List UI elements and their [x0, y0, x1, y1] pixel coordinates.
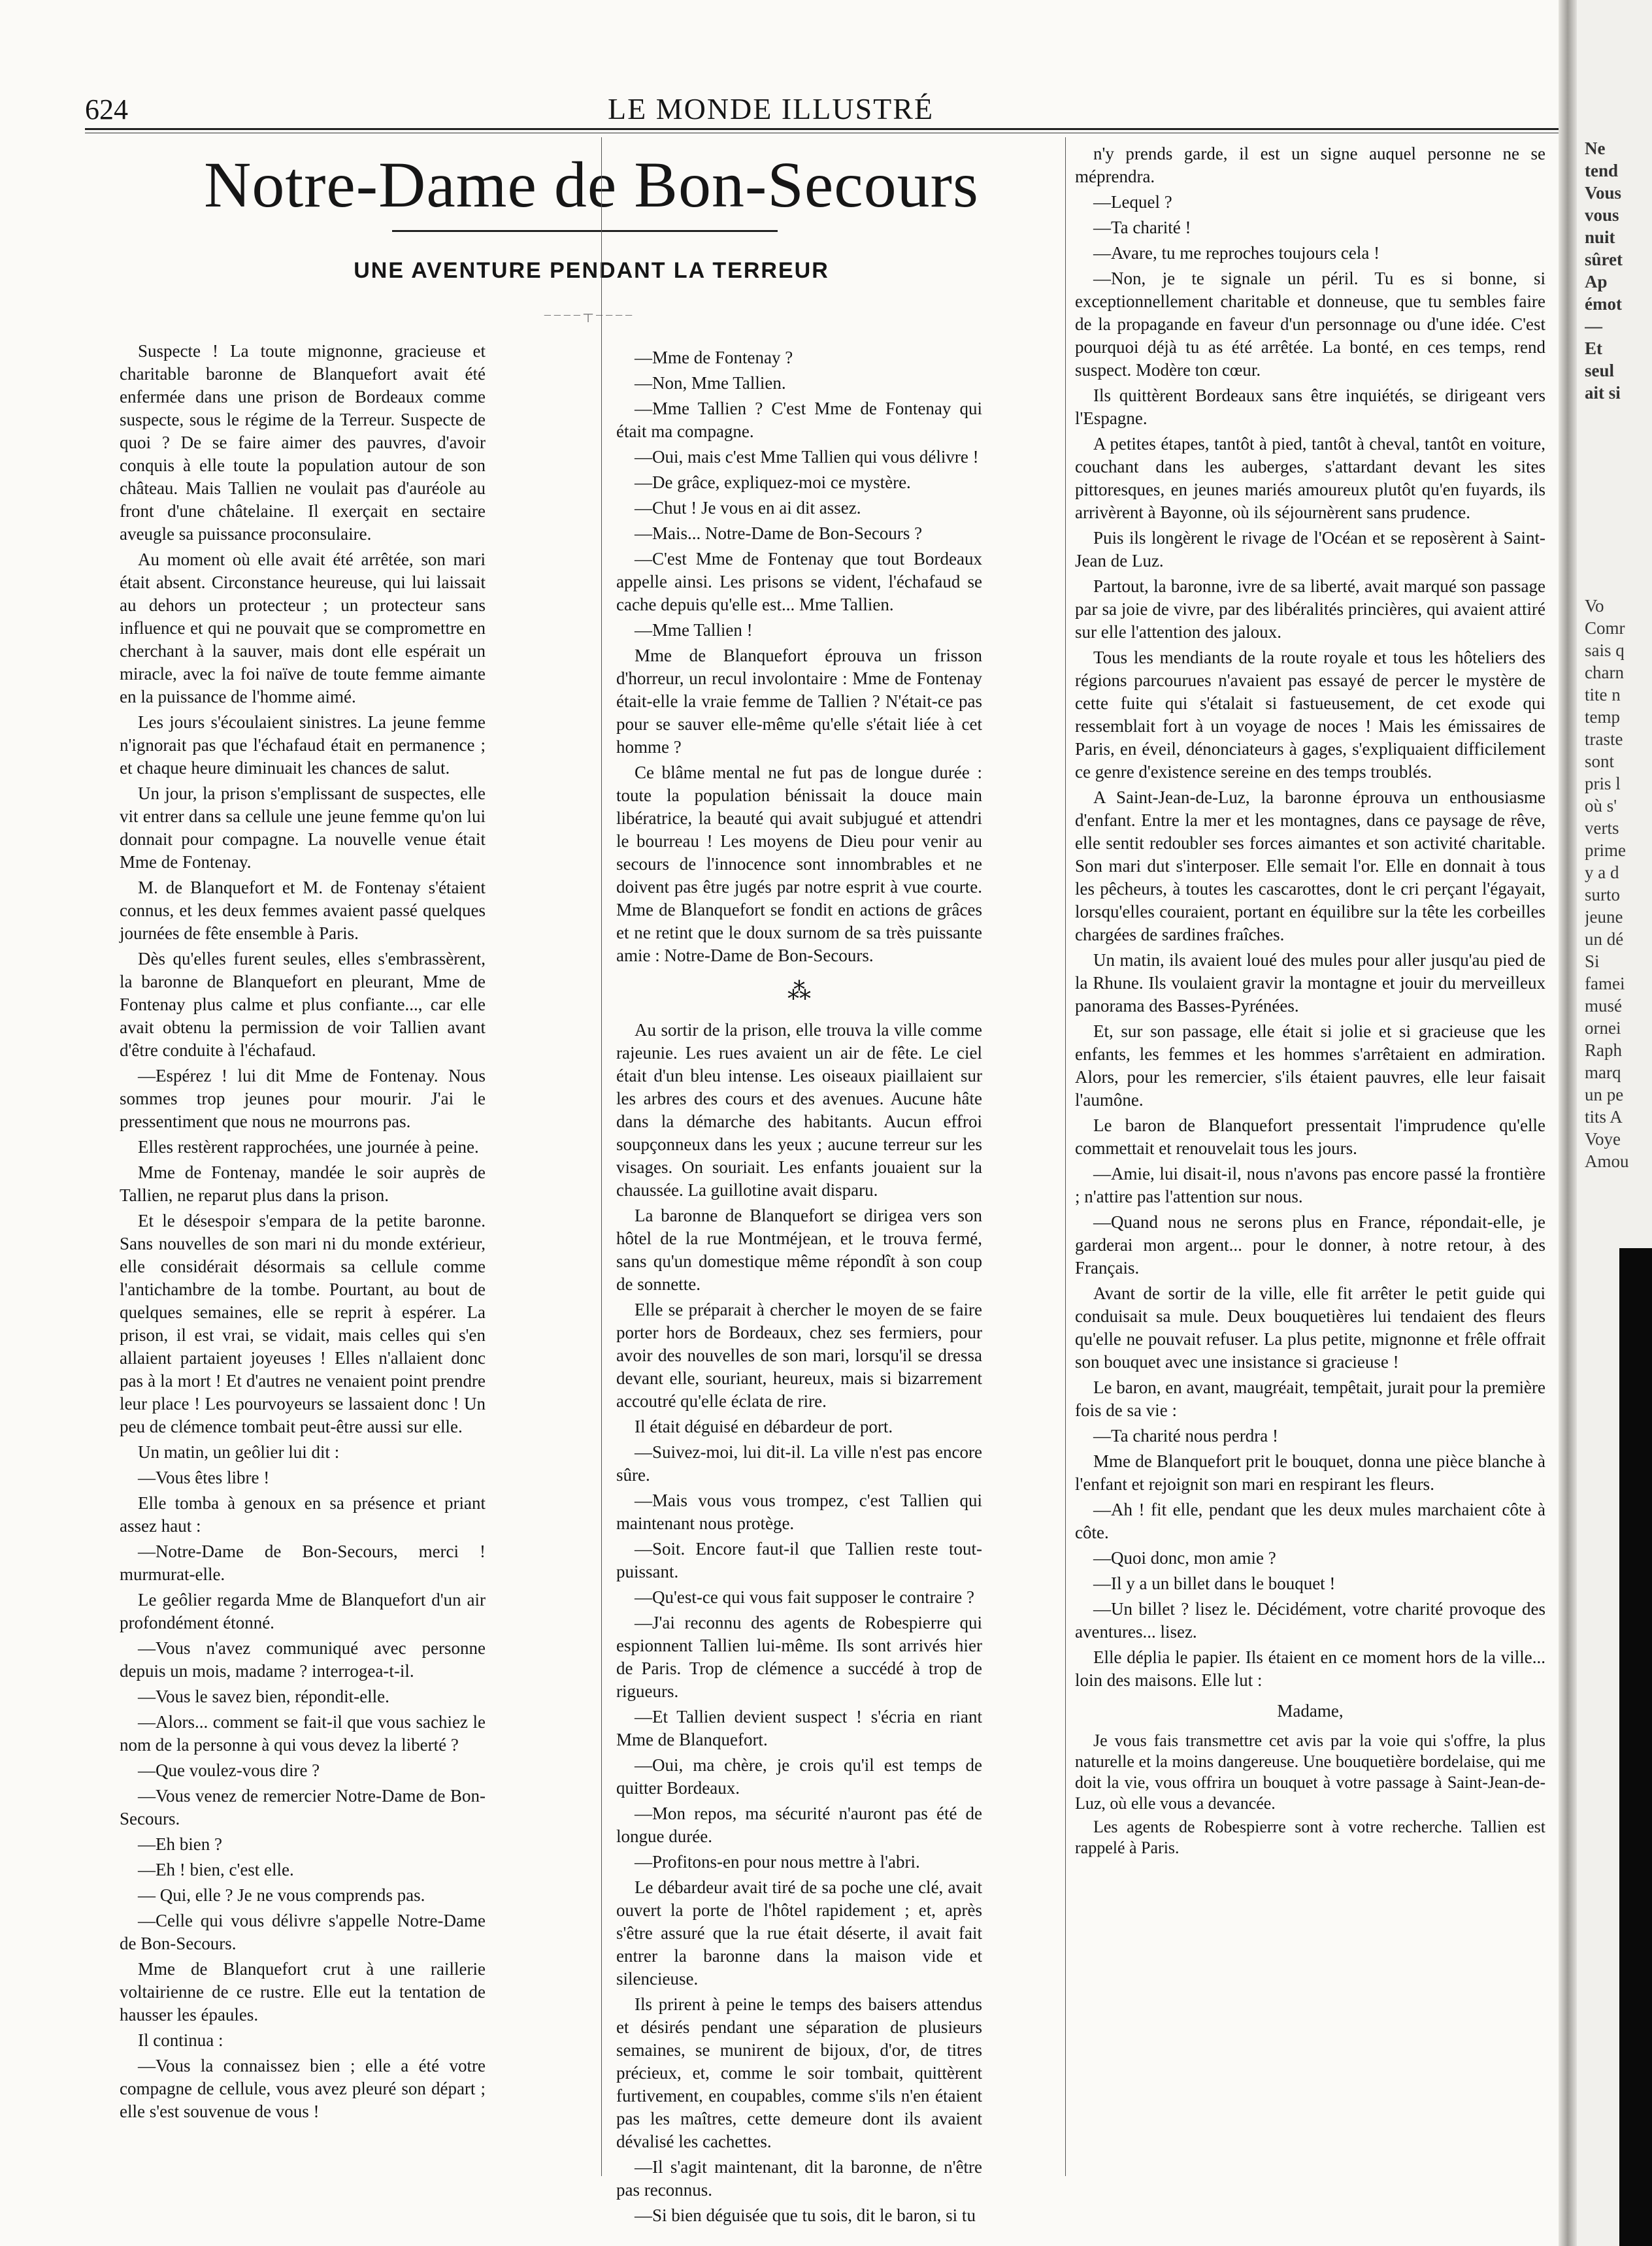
adjacent-page-black-block	[1619, 1248, 1652, 2246]
fragment-line: émot	[1585, 294, 1622, 314]
fragment-line: verts	[1585, 818, 1619, 838]
paragraph: — Qui, elle ? Je ne vous comprends pas.	[138, 1885, 425, 1905]
paragraph: —Il y a un billet dans le bouquet !	[1093, 1574, 1336, 1593]
paragraph: —Espérez ! lui dit Mme de Fontenay. Nous sommes trop jeunes pour mourir. J'ai le pressentiment que nous ne mourrons pas.	[120, 1066, 486, 1131]
paragraph: —Alors... comment se fait-il que vous sachiez le nom de la personne à qui vous devez la liberté ?	[120, 1712, 486, 1755]
paragraph: —Soit. Encore faut-il que Tallien reste tout-puissant.	[616, 1539, 982, 1581]
fragment-line: sont	[1585, 751, 1615, 771]
paragraph: Avant de sortir de la ville, elle fit arrêter le petit guide qui conduisait sa mule. Deux bouquetières lui tendaient des fleurs qu'elle ne pouvait refuser. La plus petite, mignonne et frêle offrait son bouquet avec une insistance si gracieuse !	[1075, 1283, 1545, 1372]
paragraph: Un matin, un geôlier lui dit :	[138, 1442, 340, 1462]
paragraph: —Ah ! fit elle, pendant que les deux mules marchaient côte à côte.	[1075, 1500, 1545, 1542]
paragraph: —Suivez-moi, lui dit-il. La ville n'est pas encore sûre.	[616, 1442, 982, 1485]
paragraph: —Un billet ? lisez le. Décidément, votre charité provoque des aventures... lisez.	[1075, 1599, 1545, 1642]
paragraph: —Mais... Notre-Dame de Bon-Secours ?	[635, 523, 923, 543]
fragment-line: nuit	[1585, 227, 1615, 247]
column-2	[616, 346, 982, 2230]
article-subtitle: UNE AVENTURE PENDANT LA TERREUR	[354, 258, 829, 283]
letter-paragraph: Les agents de Robespierre sont à votre recherche. Tallien est rappelé à Paris.	[1075, 1817, 1545, 1857]
paragraph: A Saint-Jean-de-Luz, la baronne éprouva un enthousiasme d'enfant. Entre la mer et les montagnes, dans ce paysage de rêve, elle sentit redoubler ses forces aimantes et son activité charitable. Son mari dut s'interposer. Elle semait l'or. Elle en donnait à tous les pêcheurs, à toutes les cascarottes, dont le cri perçant l'égayait, lorsqu'elles couraient, portant en équilibre sur la tête les corbeilles chargées de sardines fraîches.	[1075, 787, 1545, 944]
fragment-line: un dé	[1585, 929, 1624, 949]
paragraph: Ils quittèrent Bordeaux sans être inquiétés, se dirigeant vers l'Espagne.	[1075, 386, 1545, 428]
fragment-line: surto	[1585, 885, 1620, 904]
paragraph: Mme de Blanquefort prit le bouquet, donna une pièce blanche à l'enfant et rejoignit son mari en respirant les fleurs.	[1075, 1451, 1545, 1494]
paragraph: Suspecte ! La toute mignonne, gracieuse et charitable baronne de Blanquefort avait été enfermée dans une prison de Bordeaux comme suspecte, sous le régime de la Terreur. Suspecte de quoi ? De se faire aimer des pauvres, d'avoir conquis à elle toute la population autour de son château. Mais Tallien ne voulait pas d'auréole au front d'une châtelaine. Il exerçait en sectaire aveugle sa puissance proconsulaire.	[120, 341, 486, 544]
paragraph: —Eh ! bien, c'est elle.	[138, 1860, 294, 1879]
fragment-line: vous	[1585, 205, 1619, 225]
letter-paragraph: Je vous fais transmettre cet avis par la voie qui s'offre, la plus naturelle et la moins dangereuse. Une bouquetière bordelaise, qui me doit la vie, vous offrira un bouquet à votre passage à Saint-Jean-de-Luz, où elle vous a devancée.	[1075, 1731, 1545, 1813]
paragraph: —Quoi donc, mon amie ?	[1093, 1548, 1276, 1568]
fragment-line: marq	[1585, 1063, 1621, 1082]
paragraph: Et, sur son passage, elle était si jolie et si gracieuse que les enfants, les femmes et les hommes s'arrêtaient en admiration. Alors, pour les remercier, s'ils étaient pauvres, elle leur faisait l'aumône.	[1075, 1021, 1545, 1110]
paragraph: —Vous le savez bien, répondit-elle.	[138, 1687, 389, 1706]
paragraph: —Vous êtes libre !	[138, 1468, 270, 1487]
fragment-line: Voye	[1585, 1129, 1621, 1149]
fragment-line: musé	[1585, 996, 1622, 1016]
paragraph: —Quand nous ne serons plus en France, répondait-elle, je garderai mon argent... pour le donner, à notre retour, à des Français.	[1075, 1212, 1545, 1278]
paragraph: —Mais vous vous trompez, c'est Tallien qui maintenant nous protège.	[616, 1491, 982, 1533]
fragment-line: temp	[1585, 707, 1620, 727]
paragraph: Elle se préparait à chercher le moyen de se faire porter hors de Bordeaux, chez ses fermiers, pour avoir des nouvelles de son mari, lorsqu'il se dressa devant elle, souriant, heureux, mais si bizarrement accoutré qu'elle éclata de rire.	[616, 1300, 982, 1411]
paragraph: —J'ai reconnu des agents de Robespierre qui espionnent Tallien lui-même. Ils sont arrivés hier de Paris. Trop de clémence a succédé à trop de rigueurs.	[616, 1613, 982, 1701]
paragraph: —Notre-Dame de Bon-Secours, merci ! murmurat-elle.	[120, 1542, 486, 1584]
paragraph: Au sortir de la prison, elle trouva la ville comme rajeunie. Les rues avaient un air de fête. Le ciel était d'un bleu intense. Les oiseaux piaillaient sur les arbres des cours et des avenues. Aucune hâte dans la démarche des habitants. Aucun effroi soupçonneux dans les yeux ; aucune terreur sur les visages. On souriait. Les enfants jouaient sur la chaussée. La guillotine avait disparu.	[616, 1020, 982, 1200]
paragraph: —Ta charité !	[1093, 218, 1191, 237]
paragraph: Elle déplia le papier. Ils étaient en ce moment hors de la ville... loin des maisons. Elle lut :	[1075, 1647, 1545, 1690]
fragment-line: Ne	[1585, 139, 1606, 158]
paragraph: —Profitons-en pour nous mettre à l'abri.	[635, 1852, 920, 1872]
fragment-line: tend	[1585, 161, 1619, 180]
paragraph: Elle tomba à genoux en sa présence et priant assez haut :	[120, 1493, 486, 1536]
column-1	[120, 340, 486, 2126]
fragment-line: traste	[1585, 729, 1623, 749]
paragraph: —Oui, mais c'est Mme Tallien qui vous délivre !	[635, 447, 979, 467]
paragraph: Mme de Fontenay, mandée le soir auprès de Tallien, ne reparut plus dans la prison.	[120, 1163, 486, 1205]
paragraph: n'y prends garde, il est un signe auquel personne ne se méprendra.	[1075, 144, 1545, 186]
paragraph: —Mon repos, ma sécurité n'auront pas été de longue durée.	[616, 1804, 982, 1846]
fragment-line: seul	[1585, 361, 1615, 380]
fragment-line: tits A	[1585, 1107, 1623, 1127]
column-divider-2	[1065, 137, 1066, 2176]
paragraph: —Et Tallien devient suspect ! s'écria en riant Mme de Blanquefort.	[616, 1707, 982, 1749]
paragraph: —Il s'agit maintenant, dit la baronne, de n'être pas reconnus.	[616, 2157, 982, 2200]
paragraph: —Mme Tallien ? C'est Mme de Fontenay qui était ma compagne.	[616, 399, 982, 441]
paragraph: —Lequel ?	[1093, 192, 1172, 212]
column-divider-1	[601, 137, 602, 2176]
fragment-line: charn	[1585, 663, 1624, 682]
paragraph: —Mme de Fontenay ?	[635, 348, 793, 367]
fragment-line: Et	[1585, 339, 1602, 358]
fragment-line: où s'	[1585, 796, 1617, 816]
paragraph: Un matin, ils avaient loué des mules pour aller jusqu'au pied de la Rhune. Ils voulaient gravir la montagne et jouir du merveilleux panorama des Basses-Pyrénées.	[1075, 950, 1545, 1016]
letter-body	[1075, 1730, 1545, 1858]
paragraph: Puis ils longèrent le rivage de l'Océan et se reposèrent à Saint-Jean de Luz.	[1075, 528, 1545, 570]
asterism: ⁂	[787, 978, 811, 1004]
paragraph: —Mme Tallien !	[635, 620, 753, 640]
adjacent-page-fragments-top	[1585, 137, 1650, 404]
paragraph: —Vous n'avez communiqué avec personne depuis un mois, madame ? interrogea-t-il.	[120, 1638, 486, 1681]
paragraph: Partout, la baronne, ivre de sa liberté, avait marqué son passage par sa joie de vivre, par des libéralités princières, qui avaient attiré sur elle l'attention des jaloux.	[1075, 576, 1545, 642]
paragraph: —Que voulez-vous dire ?	[138, 1760, 320, 1780]
adjacent-page-fragments-mid	[1585, 595, 1650, 1172]
paragraph: Il continua :	[138, 2030, 223, 2050]
paragraph: —Oui, ma chère, je crois qu'il est temps de quitter Bordeaux.	[616, 1755, 982, 1798]
paragraph: —C'est Mme de Fontenay que tout Bordeaux appelle ainsi. Les prisons se vident, l'échafaud se cache depuis qu'elle est... Mme Tallien.	[616, 549, 982, 614]
column-3-body	[1075, 142, 1545, 1692]
paragraph: —Amie, lui disait-il, nous n'avons pas encore passé la frontière ; n'attire pas l'attention sur nous.	[1075, 1164, 1545, 1206]
masthead: LE MONDE ILLUSTRÉ	[608, 92, 934, 125]
header-rule	[85, 128, 1562, 130]
paragraph: Le débardeur avait tiré de sa poche une clé, avait ouvert la porte de l'hôtel rapidement ; et, après s'être assuré que la rue était déserte, il avait fait entrer la baronne dans la maison vide et silencieuse.	[616, 1877, 982, 1989]
paragraph: —Vous la connaissez bien ; elle a été votre compagne de cellule, vous avez pleuré son départ ; elle s'est souvenue de vous !	[120, 2056, 486, 2121]
fragment-line: ornei	[1585, 1018, 1621, 1038]
paragraph: —Qu'est-ce qui vous fait supposer le contraire ?	[635, 1587, 974, 1607]
fragment-line: sûret	[1585, 250, 1623, 269]
paragraph: M. de Blanquefort et M. de Fontenay s'étaient connus, et les deux femmes avaient passé quelques journées de fête ensemble à Paris.	[120, 878, 486, 943]
paragraph: Il était déguisé en débardeur de port.	[635, 1417, 893, 1436]
fragment-line: Comr	[1585, 618, 1625, 638]
paragraph: —Non, je te signale un péril. Tu es si bonne, si exceptionnellement charitable et donneuse, que tu sembles faire de la propagande en faveur d'un personnage ou d'une idée. C'est pourquoi déjà tu as été arrêtée. La bonté, en ces temps, rend suspect. Modère ton cœur.	[1075, 269, 1545, 380]
paragraph: Un jour, la prison s'emplissant de suspectes, elle vit entrer dans sa cellule une jeune femme qu'on lui donnait pour compagne. La nouvelle venue était Mme de Fontenay.	[120, 784, 486, 872]
fragment-line: Amou	[1585, 1151, 1629, 1171]
paragraph: Au moment où elle avait été arrêtée, son mari était absent. Circonstance heureuse, qui lui laissait au dehors un protecteur ; un protecteur sans influence et qui ne pouvait que se compromettre en cherchant à la sauver, mais dont elle espérait un miracle, avec la foi naïve de toute femme aimante en la puissance de l'homme aimé.	[120, 550, 486, 706]
paragraph: Les jours s'écoulaient sinistres. La jeune femme n'ignorait pas que l'échafaud était en permanence ; et chaque heure diminuait les chances de salut.	[120, 712, 486, 778]
fragment-line: y a d	[1585, 863, 1619, 882]
fragment-line: jeune	[1585, 907, 1623, 927]
paragraph: A petites étapes, tantôt à pied, tantôt à cheval, tantôt en voiture, couchant dans les auberges, s'attardant devant les sites pittoresques, en jeunes mariés amoureux plutôt qu'en fuyards, ils arrivèrent à Bayonne, où ils séjournèrent sans prudence.	[1075, 434, 1545, 522]
column-2-part-b	[616, 1019, 982, 2227]
column-3	[1075, 142, 1545, 1861]
fragment-line: —	[1585, 316, 1602, 336]
paragraph: Ils prirent à peine le temps des baisers attendus et désirés pendant une séparation de plusieurs semaines, se munirent de bijoux, d'or, de titres précieux, et, comme le soir tombait, quittèrent furtivement, en coupables, comme s'ils n'en étaient pas les maîtres, cette demeure dont ils avaient dévalisé les cachettes.	[616, 1994, 982, 2151]
paragraph: —Celle qui vous délivre s'appelle Notre-Dame de Bon-Secours.	[120, 1911, 486, 1953]
paragraph: —De grâce, expliquez-moi ce mystère.	[635, 472, 911, 492]
paragraph: Et le désespoir s'empara de la petite baronne. Sans nouvelles de son mari ni du monde extérieur, elle considérait désormais sa cellule comme l'antichambre de la tombe. Pourtant, au bout de quelques semaines, elle se reprit à espérer. La prison, il est vrai, se vidait, mais celles qui s'en allaient partaient joyeuses ! Elles n'allaient donc pas à la mort ! Et d'autres ne venaient point prendre leur place ! Les pourvoyeurs se lassaient donc ! Un peu de clémence tombait peut-être aussi sur elle.	[120, 1211, 486, 1436]
article-title: Notre-Dame de Bon-Secours	[204, 148, 979, 221]
fragment-line: pris l	[1585, 774, 1621, 793]
paragraph: —Avare, tu me reproches toujours cela !	[1093, 243, 1380, 263]
paragraph: Le geôlier regarda Mme de Blanquefort d'un air profondément étonné.	[120, 1590, 486, 1632]
paragraph: Tous les mendiants de la route royale et tous les hôteliers des régions parcourues n'avaient pas essayé de percer le mystère de cette fuite qui s'étalait si fastueusement, de cet exode qui ressemblait fort à un voyage de noces ! Mais les émissaires de Paris, en éveil, dénonciateurs à gages, s'expliquaient difficilement ce genre d'existence sereine en des temps troublés.	[1075, 648, 1545, 782]
fragment-line: tite n	[1585, 685, 1621, 704]
fragment-line: prime	[1585, 840, 1626, 860]
fragment-line: Raph	[1585, 1040, 1622, 1060]
paragraph: —Chut ! Je vous en ai dit assez.	[635, 498, 861, 518]
fragment-line: famei	[1585, 974, 1625, 993]
paragraph: Mme de Blanquefort éprouva un frisson d'horreur, un recul involontaire : Mme de Fontenay était-elle la vraie femme de Tallien ? N'était-ce pas pour se sauver elle-même qu'elle s'était liée à cet homme ?	[616, 646, 982, 757]
fragment-line: Vous	[1585, 183, 1622, 203]
fragment-line: Vo	[1585, 596, 1604, 616]
title-rule	[392, 230, 778, 232]
paragraph: Dès qu'elles furent seules, elles s'embrassèrent, la baronne de Blanquefort en pleurant, Mme de Fontenay plus calme et plus confiante..., car elle avait obtenu la permission de voir Tallien avant d'être conduite à l'échafaud.	[120, 949, 486, 1060]
fragment-line: Ap	[1585, 272, 1608, 291]
paragraph: Ce blâme mental ne fut pas de longue durée : toute la population bénissait la douce main libératrice, la beauté qui avait subjugué et attendri le bourreau ! Les moyens de Dieu pour venir au secours de l'innocence sont innombrables et ne doivent pas être jugés par notre esprit à vue courte. Mme de Blanquefort se fondit en actions de grâces et ne retint que le doux surnom de sa très puissante amie : Notre-Dame de Bon-Secours.	[616, 763, 982, 965]
column-2-part-a	[616, 346, 982, 967]
subtitle-ornament: ‒ ‒ ‒ ‒ ┬ ‒ ‒ ‒ ‒	[544, 307, 633, 322]
paragraph: Mme de Blanquefort crut à une raillerie voltairienne de ce rustre. Elle eut la tentation de hausser les épaules.	[120, 1959, 486, 2024]
paragraph: —Non, Mme Tallien.	[635, 373, 786, 393]
fragment-line: ait si	[1585, 383, 1621, 403]
paragraph: Le baron, en avant, maugréait, tempêtait, jurait pour la première fois de sa vie :	[1075, 1378, 1545, 1420]
gutter-shadow	[1559, 0, 1577, 2246]
paragraph: —Vous venez de remercier Notre-Dame de Bon-Secours.	[120, 1786, 486, 1828]
paragraph: Elles restèrent rapprochées, une journée à peine.	[138, 1137, 479, 1157]
paragraph: —Eh bien ?	[138, 1834, 222, 1854]
letter-salutation: Madame,	[1277, 1701, 1344, 1721]
page-number: 624	[85, 93, 128, 125]
paragraph: —Si bien déguisée que tu sois, dit le baron, si tu	[635, 2205, 976, 2225]
paragraph: La baronne de Blanquefort se dirigea vers son hôtel de la rue Montméjean, et le trouva fermé, sans qu'un domestique même répondît à son coup de sonnette.	[616, 1206, 982, 1294]
paragraph: —Ta charité nous perdra !	[1093, 1426, 1278, 1445]
fragment-line: un pe	[1585, 1085, 1624, 1104]
paragraph: Le baron de Blanquefort pressentait l'imprudence qu'elle commettait et renouvelait tous les jours.	[1075, 1115, 1545, 1158]
fragment-line: Si	[1585, 951, 1600, 971]
fragment-line: sais q	[1585, 640, 1625, 660]
